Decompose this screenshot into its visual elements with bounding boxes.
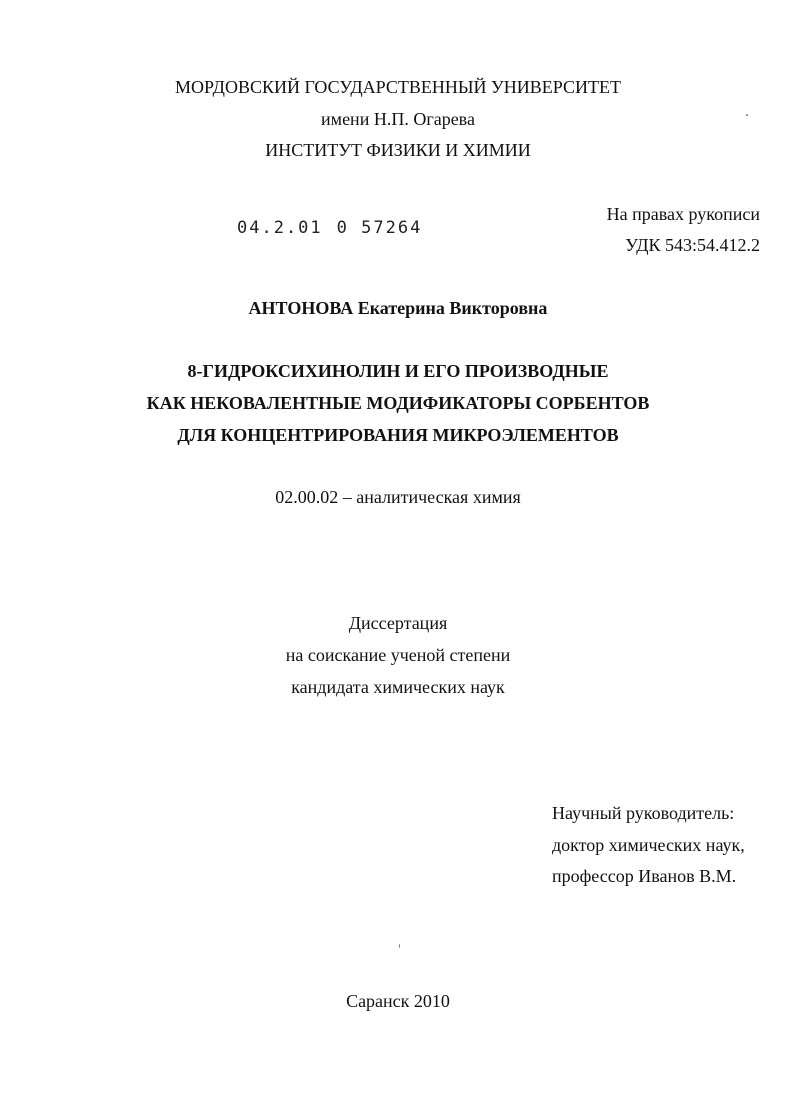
author-name [0,297,796,319]
thesis-purpose: на соискание ученой степени [285,645,511,665]
udc-code: УДК 543:54.412.2 [625,235,760,255]
title-line-2: КАК НЕКОВАЛЕНТНЫЕ МОДИФИКАТОРЫ СОРБЕНТОВ [146,393,650,413]
registry-stamp [237,218,422,238]
supervisor-name: профессор Иванов В.М. [552,866,737,886]
university-name: МОРДОВСКИЙ ГОСУДАРСТВЕННЫЙ УНИВЕРСИТЕТ [175,77,621,97]
specialty-code: 02.00.02 – аналитическая химия [275,487,521,507]
scan-speck [399,944,400,948]
thesis-type: Диссертация [348,613,448,633]
institute-name: ИНСТИТУТ ФИЗИКИ И ХИМИИ [265,140,531,160]
manuscript-rights: На правах рукописи [606,204,760,224]
university-named-after: имени Н.П. Огарева [321,109,475,129]
author-given-names: Екатерина Викторовна [357,298,548,318]
supervisor-degree: доктор химических наук, [552,835,745,855]
registry-stamp-part1: 04.2.01 [237,218,323,238]
thesis-degree: кандидата химических наук [291,677,505,697]
scan-speck [746,114,748,116]
title-line-3: ДЛЯ КОНЦЕНТРИРОВАНИЯ МИКРОЭЛЕМЕНТОВ [177,425,619,445]
city-year: Саранск 2010 [346,991,450,1011]
registry-stamp-part2: 0 57264 [336,218,423,238]
supervisor-label: Научный руководитель: [552,803,735,823]
title-line-1: 8-ГИДРОКСИХИНОЛИН И ЕГО ПРОИЗВОДНЫЕ [187,361,609,381]
author-surname: АНТОНОВА [248,298,354,318]
